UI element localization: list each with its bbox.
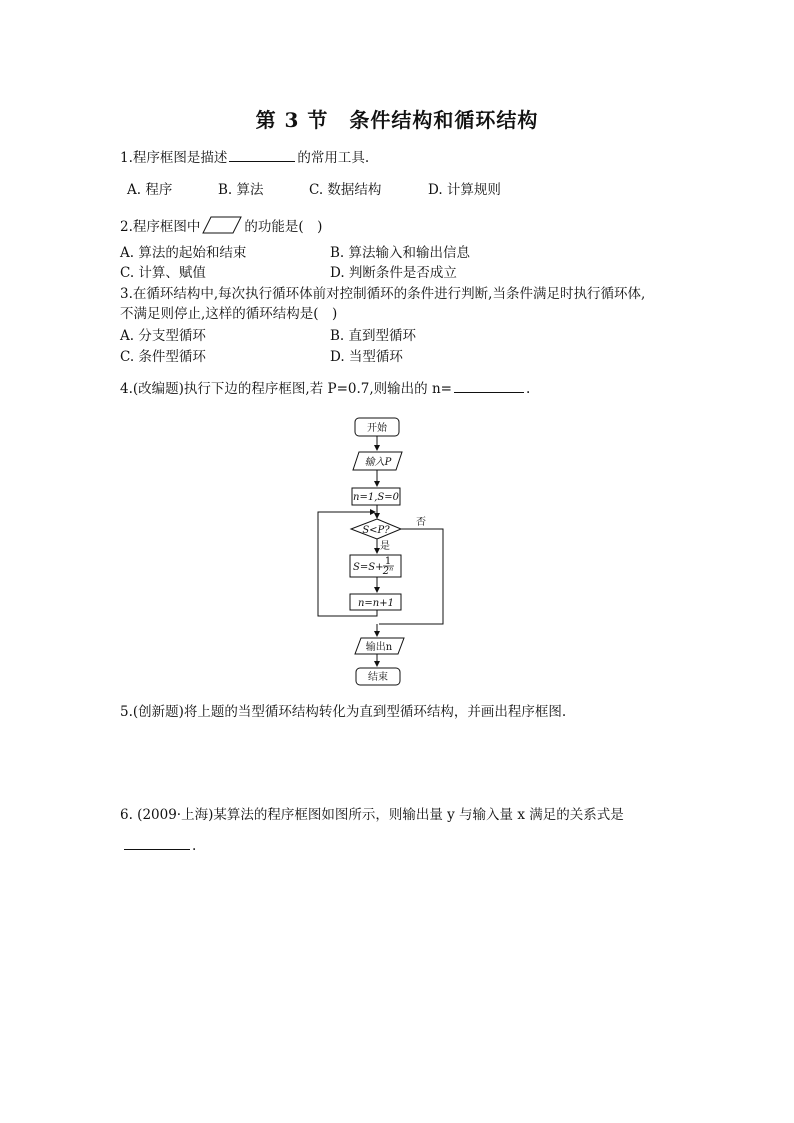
q2-stem-pre: 2.程序框图中 bbox=[120, 219, 201, 235]
flowchart-frac-numerator: 1 bbox=[384, 556, 392, 567]
q1-stem-pre: 1.程序框图是描述 bbox=[120, 150, 228, 166]
q2-stem-post: 的功能是( ) bbox=[244, 219, 323, 235]
q1-answer-blank[interactable] bbox=[229, 148, 295, 162]
q1-stem-post: 的常用工具. bbox=[297, 150, 370, 166]
question-4 bbox=[120, 379, 530, 398]
flowchart-end-label: 结束 bbox=[368, 672, 388, 683]
flowchart-increment-label: n=n+1 bbox=[357, 598, 395, 609]
flowchart-yes-label: 是 bbox=[380, 541, 390, 552]
question-6: 6. (2009·上海)某算法的程序框图如图所示，则输出量 y 与输入量 x 满足的关系式是 bbox=[120, 807, 624, 823]
q4-answer-blank[interactable] bbox=[454, 379, 524, 393]
q1-option-a: A. 程序 bbox=[127, 182, 173, 198]
q4-stem-pre: 4.(改编题)执行下边的程序框图,若 P=0.7,则输出的 n= bbox=[120, 381, 452, 397]
flowchart-output-label: 输出n bbox=[365, 642, 393, 653]
q6-answer-blank[interactable] bbox=[124, 836, 190, 850]
q2-option-b: B. 算法输入和输出信息 bbox=[330, 245, 471, 261]
page-title: 第 3 节 条件结构和循环结构 bbox=[255, 108, 539, 132]
question-2 bbox=[120, 216, 322, 236]
q3-stem-line-1: 3.在循环结构中,每次执行循环体前对控制循环的条件进行判断,当条件满足时执行循环体, bbox=[120, 286, 646, 302]
q3-option-d: D. 当型循环 bbox=[330, 349, 403, 365]
q1-option-b: B. 算法 bbox=[218, 182, 264, 198]
q6-post: . bbox=[192, 838, 197, 854]
question-6-answer bbox=[122, 836, 196, 855]
q3-option-b: B. 直到型循环 bbox=[330, 328, 417, 344]
flowchart bbox=[300, 410, 480, 690]
q3-option-a: A. 分支型循环 bbox=[120, 328, 206, 344]
parallelogram-icon bbox=[202, 216, 242, 234]
q2-option-c: C. 计算、赋值 bbox=[120, 265, 206, 281]
flowchart-input-label: 输入P bbox=[364, 457, 392, 468]
flowchart-frac-denominator: 2ⁿ bbox=[382, 566, 394, 577]
q1-option-c: C. 数据结构 bbox=[309, 182, 382, 198]
q2-option-a: A. 算法的起始和结束 bbox=[120, 245, 247, 261]
q3-stem-line-2: 不满足则停止,这样的循环结构是( ) bbox=[120, 306, 338, 322]
flowchart-assign-label: S=S+ bbox=[353, 562, 384, 573]
q4-stem-post: . bbox=[525, 381, 531, 397]
question-1 bbox=[120, 148, 369, 167]
flowchart-init-label: n=1,S=0 bbox=[353, 492, 399, 503]
question-5: 5.(创新题)将上题的当型循环结构转化为直到型循环结构，并画出程序框图. bbox=[120, 704, 567, 720]
flowchart-no-label: 否 bbox=[416, 517, 426, 528]
flowchart-condition-label: S<P? bbox=[362, 525, 390, 536]
q1-option-d: D. 计算规则 bbox=[428, 182, 501, 198]
flowchart-start-label: 开始 bbox=[367, 423, 387, 434]
q3-option-c: C. 条件型循环 bbox=[120, 349, 206, 365]
q2-option-d: D. 判断条件是否成立 bbox=[330, 265, 457, 281]
